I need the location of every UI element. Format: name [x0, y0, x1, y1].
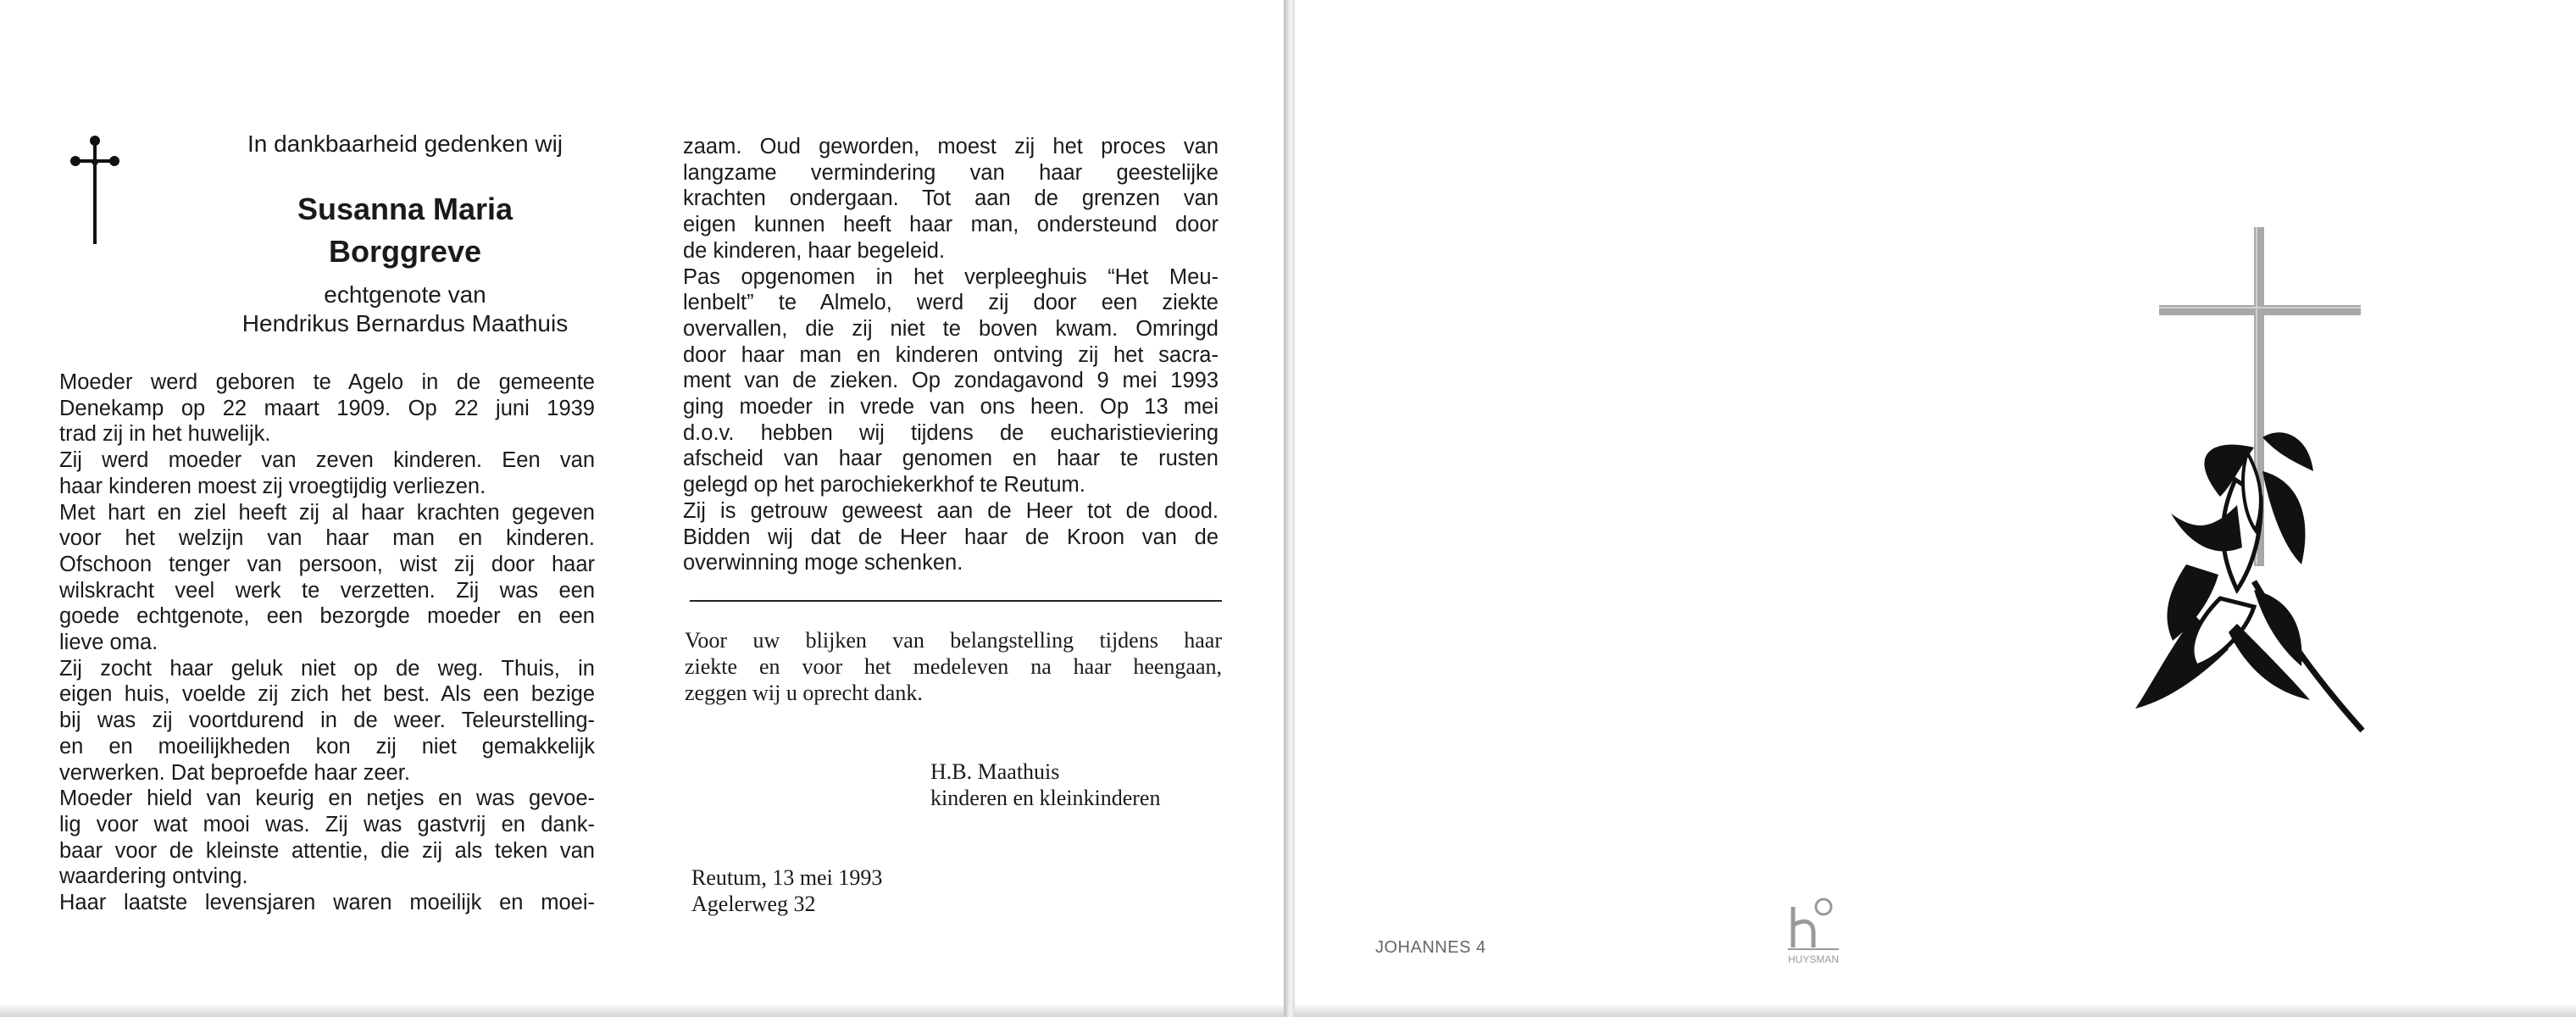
- biography-line: lieve oma.: [59, 631, 158, 655]
- biography-line: gelegd op het parochiekerkhof te Reutum.: [683, 473, 1085, 497]
- place-date-block: [691, 864, 882, 917]
- divider-line: [690, 600, 1222, 602]
- fold-shadow: [1284, 0, 1295, 1017]
- biography-line: afscheid van haar genomen en haar te rusten: [683, 447, 1219, 471]
- deceased-first-names: Susanna Maria: [297, 192, 514, 226]
- biography-line: lenbelt” te Almelo, werd zij door een ziekte: [683, 291, 1219, 315]
- thanks-line: ziekte en voor het medeleven na haar heengaan,: [685, 654, 1222, 679]
- biography-left-column: [59, 370, 595, 916]
- scripture-reference: JOHANNES 4: [1375, 938, 1486, 957]
- biography-line: Bidden wij dat de Heer haar de Kroon van de: [683, 525, 1219, 549]
- biography-line: overvallen, die zij niet te boven kwam. Omringd: [683, 316, 1219, 341]
- biography-line: eigen kunnen heeft haar man, ondersteund door: [683, 213, 1219, 237]
- thanks-text: [685, 627, 1222, 706]
- publisher-logo-icon: [1786, 895, 1842, 970]
- biography-line: Denekamp op 22 maart 1909. Op 22 juni 1939: [59, 396, 595, 420]
- biography-line: Zij werd moeder van zeven kinderen. Een van: [59, 448, 595, 473]
- deceased-surname: Borggreve: [328, 234, 482, 269]
- biography-line: Moeder werd geboren te Agelo in de gemeente: [59, 370, 595, 394]
- biography-line: ment van de zieken. Op zondagavond 9 mei 1993: [683, 369, 1219, 393]
- biography-line: baar voor de kleinste attentie, die zij als teken van: [59, 838, 595, 863]
- biography-line: overwinning moge schenken.: [683, 551, 963, 575]
- thanks-line: Voor uw blijken van belangstelling tijdens haar: [685, 628, 1222, 653]
- biography-line: door haar man en kinderen ontving zij het sacra-: [683, 342, 1219, 367]
- biography-line: wilskracht veel werk te verzetten. Zij was een: [59, 578, 595, 603]
- biography-line: langzame vermindering van haar geestelijke: [683, 160, 1219, 185]
- spouse-title: echtgenote van: [324, 281, 486, 308]
- deceased-name: [219, 188, 591, 273]
- biography-line: haar kinderen moest zij vroegtijdig verliezen.: [59, 474, 486, 498]
- biography-line: de kinderen, haar begeleid.: [683, 238, 946, 263]
- cross-icon: [69, 136, 120, 247]
- biography-line: ging moeder in vrede van ons heen. Op 13 mei: [683, 395, 1219, 420]
- publisher-logo-text: HUYSMAN: [1787, 953, 1840, 965]
- biography-line: lig voor wat mooi was. Zij was gastvrij en dank-: [59, 812, 595, 836]
- biography-line: Haar laatste levensjaren waren moeilijk en moei-: [59, 891, 595, 915]
- biography-line: trad zij in het huwelijk.: [59, 422, 271, 447]
- biography-line: voor het welzijn van haar man en kinderen.: [59, 526, 595, 551]
- biography-line: verwerken. Dat beproefde haar zeer.: [59, 760, 410, 785]
- biography-line: Moeder hield van keurig en netjes en was gevoe-: [59, 786, 595, 811]
- signer-name: H.B. Maathuis: [930, 759, 1060, 784]
- biography-line: waardering ontving.: [59, 864, 248, 889]
- biography-line: Ofschoon tenger van persoon, wist zij door haar: [59, 552, 595, 576]
- paper-edge: [1295, 1005, 2576, 1017]
- spouse-name: Hendrikus Bernardus Maathuis: [242, 310, 569, 336]
- signers: [930, 759, 1160, 811]
- biography-right-column: [683, 134, 1219, 576]
- place-date: Reutum, 13 mei 1993: [691, 865, 883, 890]
- biography-line: eigen huis, voelde zij zich het best. Als een bezige: [59, 682, 595, 707]
- biography-line: Zij is getrouw geweest aan de Heer tot de dood.: [683, 498, 1219, 523]
- heading-intro: In dankbaarheid gedenken wij: [247, 131, 564, 157]
- card-inside-spread: [0, 0, 1284, 1017]
- biography-line: Met hart en ziel heeft zij al haar krachten gegeven: [59, 500, 595, 525]
- paper-edge: [0, 1005, 1284, 1017]
- biography-line: bij was zij voortdurend in de weer. Teleurstelling-: [59, 709, 595, 733]
- thanks-line: zeggen wij u oprecht dank.: [685, 681, 923, 705]
- biography-line: en en moeilijkheden kon zij niet gemakkelijk: [59, 734, 595, 759]
- biography-line: Pas opgenomen in het verpleeghuis “Het Meu-: [683, 264, 1219, 289]
- biography-line: d.o.v. hebben wij tijdens de eucharistieviering: [683, 420, 1219, 445]
- biography-line: Zij zocht haar geluk niet op de weg. Thuis, in: [59, 656, 595, 681]
- biography-line: krachten ondergaan. Tot aan de grenzen van: [683, 186, 1219, 211]
- signer-family: kinderen en kleinkinderen: [930, 786, 1161, 810]
- address: Agelerweg 32: [691, 892, 816, 916]
- biography-line: goede echtgenote, een bezorgde moeder en een: [59, 604, 595, 629]
- lily-cross-illustration: [2135, 225, 2390, 751]
- biography-line: zaam. Oud geworden, moest zij het proces van: [683, 135, 1219, 158]
